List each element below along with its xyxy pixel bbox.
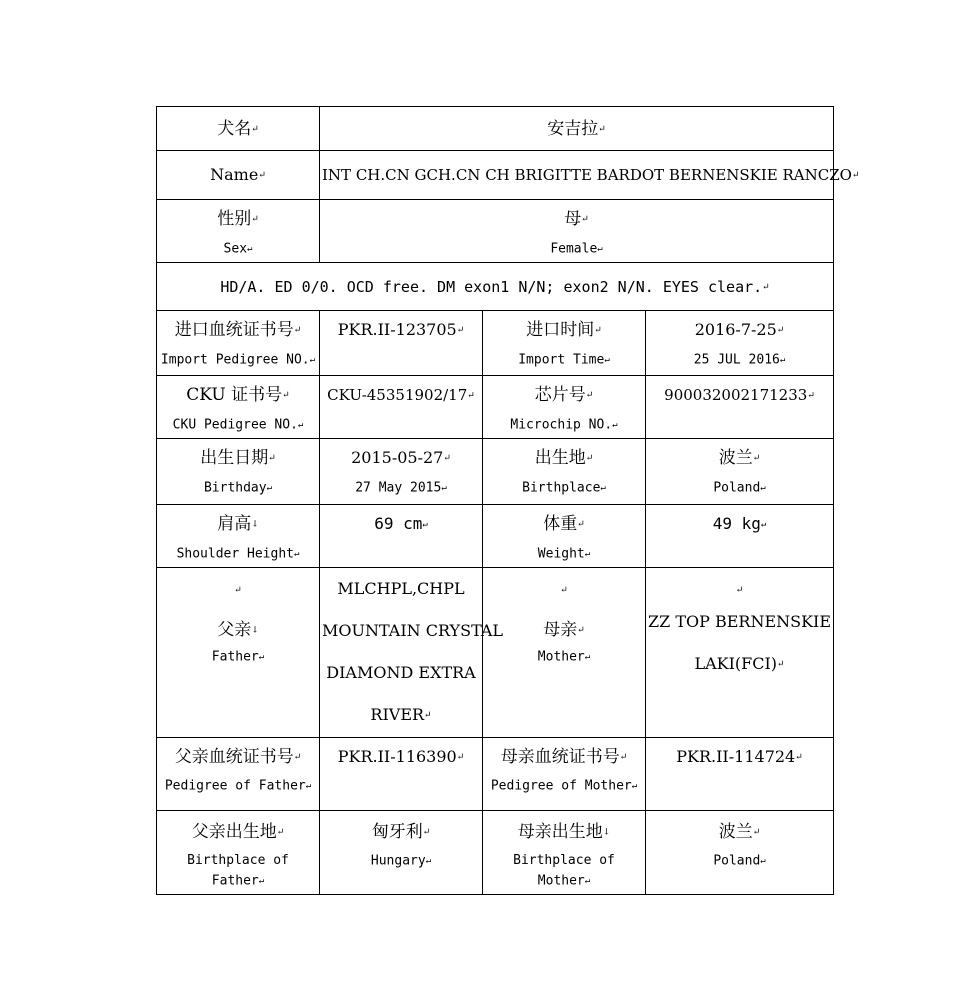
mother-pedigree-value: PKR.II-114724	[676, 746, 796, 766]
father-pedigree-label-en: Pedigree of Father	[164, 778, 306, 794]
mother-birthplace-label-zh: 母亲出生地	[517, 821, 603, 842]
cku-value: CKU-45351902/17	[327, 386, 468, 404]
birthday-value-1: 2015-05-27	[351, 448, 444, 467]
import-pedigree-value: PKR.II-123705	[337, 320, 457, 339]
health-cell	[157, 263, 834, 311]
dog-name-en-label-cell	[157, 151, 320, 200]
paragraph-mark: ↵	[577, 519, 585, 530]
paragraph-mark: ↵	[247, 243, 253, 254]
paragraph-mark: ↵	[309, 354, 316, 365]
weight-label-cell	[483, 505, 646, 568]
mother-name-line-2: LAKI(FCI)	[694, 653, 778, 673]
mother-label-en: Mother	[537, 649, 585, 665]
paragraph-mark: ↵	[258, 652, 265, 662]
paragraph-mark: ↵	[807, 391, 815, 401]
import-time-value-2: 25 JUL 2016	[693, 352, 780, 367]
birthplace-value-zh: 波兰	[718, 448, 753, 468]
father-birthplace-value-cell	[320, 810, 483, 894]
sex-value-cell	[320, 200, 834, 263]
birthplace-value-en: Poland	[713, 480, 761, 495]
paragraph-mark: ↵	[268, 453, 276, 464]
microchip-value-cell	[646, 376, 834, 439]
father-pedigree-value-cell	[320, 737, 483, 810]
dog-name-zh-value-cell	[320, 107, 834, 151]
paragraph-mark: ↵	[297, 419, 304, 430]
weight-label-zh: 体重	[543, 514, 578, 534]
shoulder-label-zh: 肩高	[217, 514, 252, 534]
row-import	[157, 311, 834, 376]
shoulder-value-cell	[320, 505, 483, 568]
pedigree-table	[156, 106, 860, 895]
mother-label-cell	[483, 568, 646, 738]
mother-birthplace-value-en: Poland	[713, 853, 761, 869]
paragraph-mark: ↵	[276, 827, 285, 837]
birthplace-label-en: Birthplace	[522, 480, 601, 495]
paragraph-mark: ↵	[234, 585, 242, 596]
paragraph-mark: ↵	[425, 856, 432, 866]
paragraph-mark: ↵	[305, 781, 312, 791]
paragraph-mark: ↵	[776, 325, 785, 336]
paragraph-mark: ↵	[585, 453, 594, 464]
father-label-cell	[157, 568, 320, 738]
birthplace-label-zh: 出生地	[534, 448, 586, 468]
paragraph-mark: ↵	[779, 354, 786, 365]
paragraph-mark: ↵	[443, 453, 451, 464]
row-birth	[157, 439, 834, 505]
paragraph-mark: ↵	[258, 170, 266, 181]
row-dog-name-zh	[157, 107, 834, 151]
father-name-line-1: MLCHPL,CHPL	[337, 579, 465, 598]
import-pedigree-value-cell	[320, 311, 483, 376]
mother-birthplace-label-en: Birthplace of Mother	[513, 853, 615, 889]
sex-value-en: Female	[550, 241, 598, 256]
paragraph-mark: ↵	[577, 625, 585, 635]
birthplace-label-cell	[483, 439, 646, 505]
mother-label-zh: 母亲	[543, 619, 578, 640]
father-value-cell	[320, 568, 504, 738]
paragraph-mark: ↵	[584, 652, 591, 662]
paragraph-mark: ↵	[581, 214, 589, 225]
shoulder-value: 69 cm	[374, 514, 423, 533]
dog-name-en-value-cell	[320, 151, 860, 200]
paragraph-mark: ↵	[422, 519, 428, 530]
line-break-mark: ↓	[602, 827, 611, 837]
import-time-label-en: Import Time	[518, 352, 605, 367]
row-parent-pedigrees	[157, 737, 834, 810]
paragraph-mark: ↵	[735, 585, 744, 596]
paragraph-mark: ↵	[752, 827, 761, 837]
father-birthplace-value-en: Hungary	[370, 853, 426, 869]
microchip-label-en: Microchip NO.	[510, 417, 613, 432]
father-label-zh: 父亲	[217, 619, 252, 640]
mother-birthplace-value-zh: 波兰	[718, 821, 753, 842]
paragraph-mark: ↵	[584, 548, 591, 559]
father-name-line-4: RIVER	[370, 705, 425, 724]
import-pedigree-label-zh: 进口血统证书号	[174, 320, 294, 340]
weight-label-en: Weight	[537, 546, 585, 561]
mother-name-line-1: ZZ TOP BERNENSKIE	[648, 611, 832, 631]
paragraph-mark: ↵	[777, 659, 785, 669]
microchip-label-zh: 芯片号	[534, 385, 586, 405]
cku-label-en: CKU Pedigree NO.	[172, 417, 298, 432]
row-cku	[157, 376, 834, 439]
microchip-label-cell	[483, 376, 646, 439]
mother-pedigree-label-en: Pedigree of Mother	[490, 778, 632, 794]
paragraph-mark: ↵	[282, 390, 290, 401]
paragraph-mark: ↵	[752, 453, 761, 464]
father-pedigree-value: PKR.II-116390	[337, 746, 457, 766]
paragraph-mark: ↵	[597, 243, 603, 254]
mother-pedigree-label-zh: 母亲血统证书号	[500, 746, 620, 767]
dog-name-zh-value: 安吉拉	[547, 118, 599, 139]
paragraph-mark: ↵	[795, 752, 803, 762]
paragraph-mark: ↵	[594, 325, 602, 336]
birthday-value-2: 27 May 2015	[355, 480, 442, 495]
row-parents	[157, 568, 834, 738]
shoulder-label-en: Shoulder Height	[176, 546, 294, 561]
dog-name-zh-label-cell	[157, 107, 320, 151]
sex-value-zh: 母	[564, 209, 582, 229]
father-name-line-2: MOUNTAIN CRYSTAL	[322, 621, 504, 640]
sex-label-cell	[157, 200, 320, 263]
shoulder-label-cell	[157, 505, 320, 568]
paragraph-mark: ↵	[293, 548, 300, 559]
father-birthplace-value-zh: 匈牙利	[371, 821, 423, 842]
paragraph-mark: ↵	[293, 752, 302, 762]
mother-pedigree-label-cell	[483, 737, 646, 810]
paragraph-mark: ↵	[851, 170, 860, 181]
paragraph-mark: ↵	[251, 124, 259, 134]
mother-birthplace-value-cell	[646, 810, 834, 894]
paragraph-mark: ↵	[251, 214, 259, 225]
import-time-value-cell	[646, 311, 834, 376]
paragraph-mark: ↵	[619, 752, 628, 762]
father-label-en: Father	[211, 649, 259, 665]
paragraph-mark: ↵	[612, 419, 618, 430]
mother-value-cell	[646, 568, 834, 738]
line-break-mark: ↓	[251, 519, 259, 530]
birthday-label-en: Birthday	[203, 480, 267, 495]
weight-value: 49 kg	[712, 514, 761, 533]
paragraph-mark: ↵	[441, 482, 447, 493]
import-time-label-cell	[483, 311, 646, 376]
mother-birthplace-label-cell	[483, 810, 646, 894]
birthday-label-cell	[157, 439, 320, 505]
row-size	[157, 505, 834, 568]
father-pedigree-label-zh: 父亲血统证书号	[174, 746, 294, 767]
microchip-value: 900032002171233	[664, 386, 808, 404]
paragraph-mark: ↵	[456, 325, 465, 336]
sex-label-zh: 性别	[217, 209, 252, 229]
birthday-label-zh: 出生日期	[200, 448, 269, 468]
import-time-label-zh: 进口时间	[526, 320, 595, 340]
paragraph-mark: ↵	[604, 354, 610, 365]
cku-value-cell	[320, 376, 483, 439]
sex-label-en: Sex	[223, 241, 248, 256]
dog-name-zh-label: 犬名	[217, 118, 252, 139]
paragraph-mark: ↵	[422, 827, 431, 837]
paragraph-mark: ↵	[467, 391, 475, 401]
paragraph-mark: ↵	[456, 752, 465, 762]
import-pedigree-label-cell	[157, 311, 320, 376]
line-break-mark: ↓	[251, 625, 259, 635]
row-sex	[157, 200, 834, 263]
paragraph-mark: ↵	[760, 482, 766, 493]
paragraph-mark: ↵	[584, 876, 591, 886]
paragraph-mark: ↵	[258, 876, 265, 886]
paragraph-mark: ↵	[424, 710, 432, 721]
import-time-value-1: 2016-7-25	[694, 320, 777, 339]
dog-name-en-value: INT CH.CN GCH.CN CH BRIGITTE BARDOT BERNENSKIE RANCZO	[322, 166, 852, 184]
birthplace-value-cell	[646, 439, 834, 505]
health-text: HD/A. ED 0/0. OCD free. DM exon1 N/N; exon2 N/N. EYES clear.	[220, 277, 763, 296]
mother-pedigree-value-cell	[646, 737, 834, 810]
cku-label-zh: CKU 证书号	[186, 385, 283, 405]
paragraph-mark: ↵	[762, 282, 770, 292]
dog-name-en-label: Name	[210, 165, 259, 184]
paragraph-mark: ↵	[760, 856, 766, 866]
paragraph-mark: ↵	[598, 124, 606, 134]
father-pedigree-label-cell	[157, 737, 320, 810]
row-parent-birthplaces	[157, 810, 834, 894]
father-birthplace-label-cell	[157, 810, 320, 894]
father-name-line-3: DIAMOND EXTRA	[326, 663, 476, 682]
birthday-value-cell	[320, 439, 483, 505]
father-birthplace-label-en: Birthplace of Father	[187, 853, 289, 889]
row-dog-name-en	[157, 151, 834, 200]
paragraph-mark: ↵	[600, 482, 606, 493]
paragraph-mark: ↵	[631, 781, 638, 791]
import-pedigree-label-en: Import Pedigree NO.	[160, 352, 310, 367]
paragraph-mark: ↵	[760, 519, 767, 530]
father-birthplace-label-zh: 父亲出生地	[191, 821, 277, 842]
paragraph-mark: ↵	[560, 585, 568, 596]
paragraph-mark: ↵	[293, 325, 302, 336]
cku-label-cell	[157, 376, 320, 439]
row-health	[157, 263, 834, 311]
paragraph-mark: ↵	[266, 482, 273, 493]
weight-value-cell	[646, 505, 834, 568]
paragraph-mark: ↵	[585, 390, 594, 401]
